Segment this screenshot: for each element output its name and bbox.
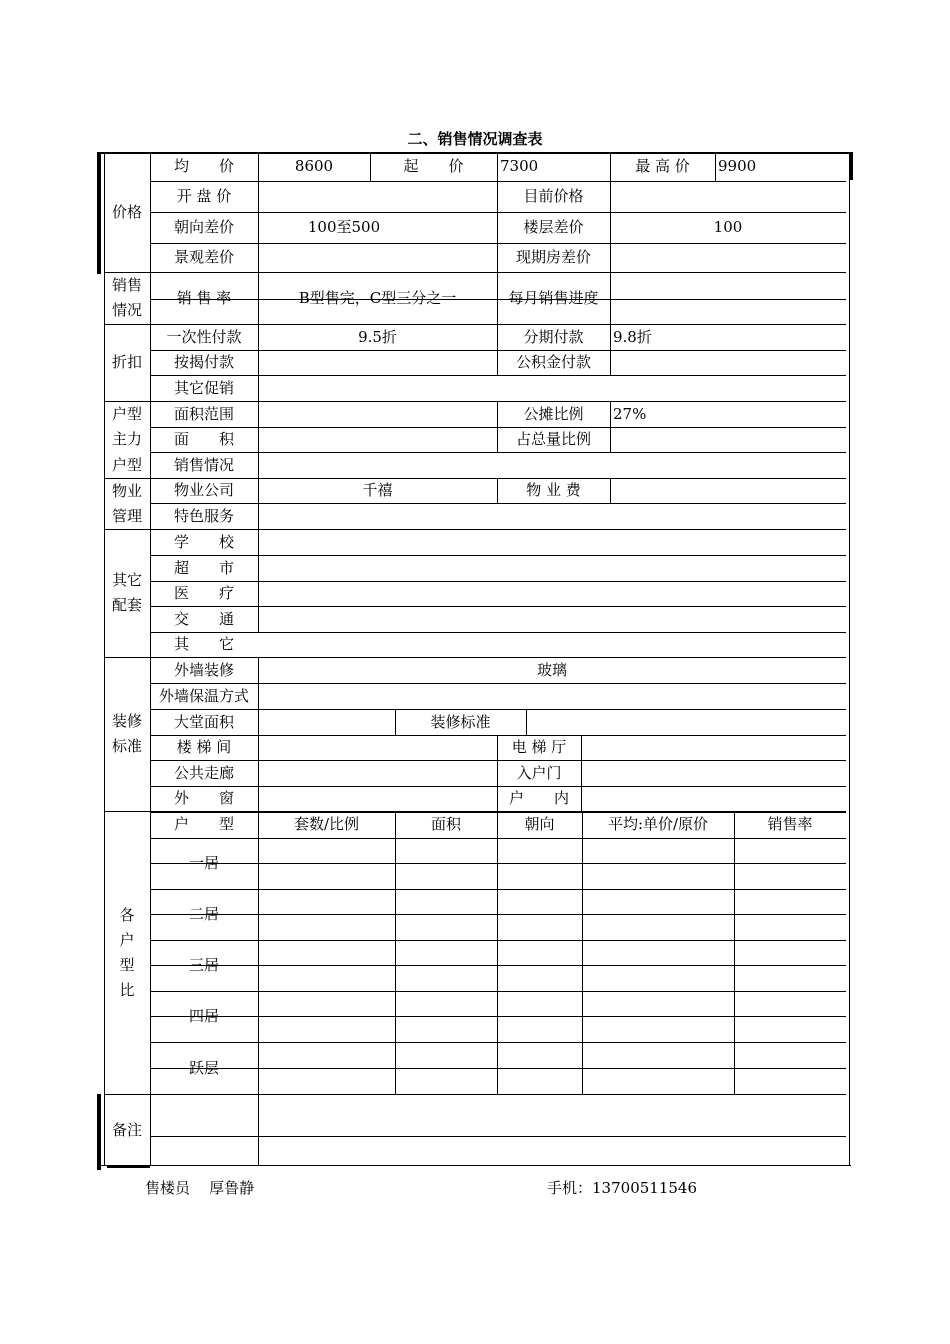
- label-area: 面 积: [173, 430, 234, 448]
- row-type-3: 四居: [188, 1007, 219, 1025]
- frame-right: [849, 152, 850, 1166]
- row-type-1: 二居: [188, 905, 219, 923]
- row-type-2: 三居: [188, 956, 219, 974]
- grid-line: [581, 735, 582, 811]
- label-facility-0: 学 校: [173, 532, 234, 551]
- label-view-diff: 景观差价: [173, 248, 234, 266]
- phone-value: 13700511546: [592, 1179, 697, 1197]
- label-max-price: 最 高 价: [635, 157, 690, 175]
- grid-line: [610, 272, 611, 324]
- col-label-right-2: [258, 657, 259, 1166]
- label-orientation-diff: 朝向差价: [173, 218, 234, 236]
- page-title: 二、销售情况调查表: [407, 130, 543, 148]
- label-fund-payment: 公积金付款: [515, 353, 591, 371]
- label-entry-door: 入户门: [516, 763, 562, 782]
- header-type-2: 面积: [430, 815, 461, 833]
- value-avg-price: 8600: [294, 157, 334, 175]
- survey-table: [97, 152, 850, 1166]
- frame-bottom: [97, 1165, 851, 1166]
- label-avg-price: 均 价: [173, 157, 234, 175]
- value-exterior: 玻璃: [536, 660, 567, 679]
- value-orientation-diff: 100至500: [307, 218, 381, 236]
- label-sales-rate: 销 售 率: [176, 288, 232, 307]
- staff-label: 售楼员: [145, 1179, 191, 1197]
- label-mortgage: 按揭付款: [173, 353, 234, 371]
- label-floor-diff: 楼层差价: [523, 218, 584, 236]
- grid-line: [497, 811, 498, 1094]
- label-staircase: 楼 梯 间: [176, 738, 232, 756]
- label-facility-4: 其 它: [173, 635, 234, 653]
- grid-line: [150, 1136, 846, 1137]
- grid-line: [582, 811, 583, 1094]
- group-discount: 折扣: [112, 353, 143, 371]
- header-type-3: 朝向: [524, 815, 555, 833]
- footer-staff: [145, 1177, 254, 1198]
- label-property-fee: 物 业 费: [526, 481, 581, 499]
- group-separator: [104, 1094, 846, 1095]
- value-start-price: 7300: [500, 157, 539, 175]
- group-unit-1: 户型: [111, 404, 142, 423]
- label-facility-1: 超 市: [173, 558, 234, 577]
- group-unit-2: 主力: [111, 430, 142, 448]
- footer-phone: [547, 1177, 697, 1198]
- label-window: 外 窗: [173, 789, 234, 807]
- grid-line: [395, 811, 396, 1094]
- header-type-5: 销售率: [767, 815, 813, 833]
- group-facilities: 其它配套: [112, 571, 143, 614]
- group-unit-3: 户型: [111, 455, 142, 474]
- value-lump-sum: 9.5折: [358, 327, 397, 346]
- label-exterior: 外墙装修: [173, 660, 234, 679]
- label-facility-2: 医 疗: [173, 584, 234, 602]
- label-insulation: 外墙保温方式: [158, 686, 249, 705]
- row-type-0: 一居: [188, 854, 219, 872]
- label-other-promo: 其它促销: [173, 378, 234, 397]
- label-start-price: 起 价: [403, 157, 464, 175]
- value-property-company: 千禧: [362, 481, 393, 499]
- header-type-4: 平均:单价/原价: [607, 815, 709, 833]
- grid-line: [526, 709, 527, 735]
- label-total-ratio: 占总量比例: [515, 430, 591, 448]
- label-opening-price: 开 盘 价: [176, 187, 232, 205]
- label-installment: 分期付款: [523, 327, 584, 346]
- staff-name: 厚鲁静: [209, 1179, 255, 1197]
- label-elevator-hall: 电 梯 厅: [511, 738, 567, 756]
- label-lump-sum: 一次性付款: [166, 327, 242, 346]
- header-type-1: 套数/比例: [293, 815, 360, 833]
- label-property-company: 物业公司: [173, 481, 234, 499]
- label-share-ratio: 公摊比例: [523, 404, 584, 423]
- label-lobby-area: 大堂面积: [173, 712, 234, 731]
- group-property: 物业管理: [112, 481, 143, 525]
- group-decoration: 装修标准: [112, 712, 143, 755]
- frame-left-thick-top: [97, 152, 101, 274]
- label-current-price: 目前价格: [523, 187, 584, 205]
- label-corridor: 公共走廊: [173, 763, 234, 782]
- value-max-price: 9900: [718, 157, 757, 175]
- label-special-service: 特色服务: [173, 506, 234, 525]
- label-decoration-standard: 装修标准: [430, 712, 491, 731]
- value-sales-rate: B型售完，C型三分之一: [298, 288, 457, 307]
- label-remarks: 备注: [111, 1120, 142, 1139]
- row-type-4: 跃层: [188, 1058, 219, 1077]
- label-monthly-progress: 每月销售进度: [508, 288, 599, 307]
- value-installment: 9.8折: [613, 327, 652, 346]
- group-price: 价格: [112, 202, 143, 221]
- label-indoor: 户 内: [508, 789, 569, 807]
- group-sales: 销售情况: [112, 276, 143, 319]
- grid-line: [610, 478, 611, 503]
- header-type-0: 户 型: [173, 815, 234, 833]
- label-unit-sales: 销售情况: [173, 455, 234, 474]
- label-facility-3: 交 通: [173, 609, 234, 628]
- label-area-range: 面积范围: [173, 404, 234, 423]
- group-unit-types: 各户型比: [119, 905, 135, 999]
- grid-line: [734, 811, 735, 1094]
- frame-left-thick-bottom: [97, 1094, 101, 1170]
- label-spot-diff: 现期房差价: [515, 248, 591, 266]
- phone-label: 手机：: [547, 1179, 593, 1197]
- value-share-ratio: 27%: [613, 404, 647, 423]
- value-floor-diff: 100: [713, 218, 743, 236]
